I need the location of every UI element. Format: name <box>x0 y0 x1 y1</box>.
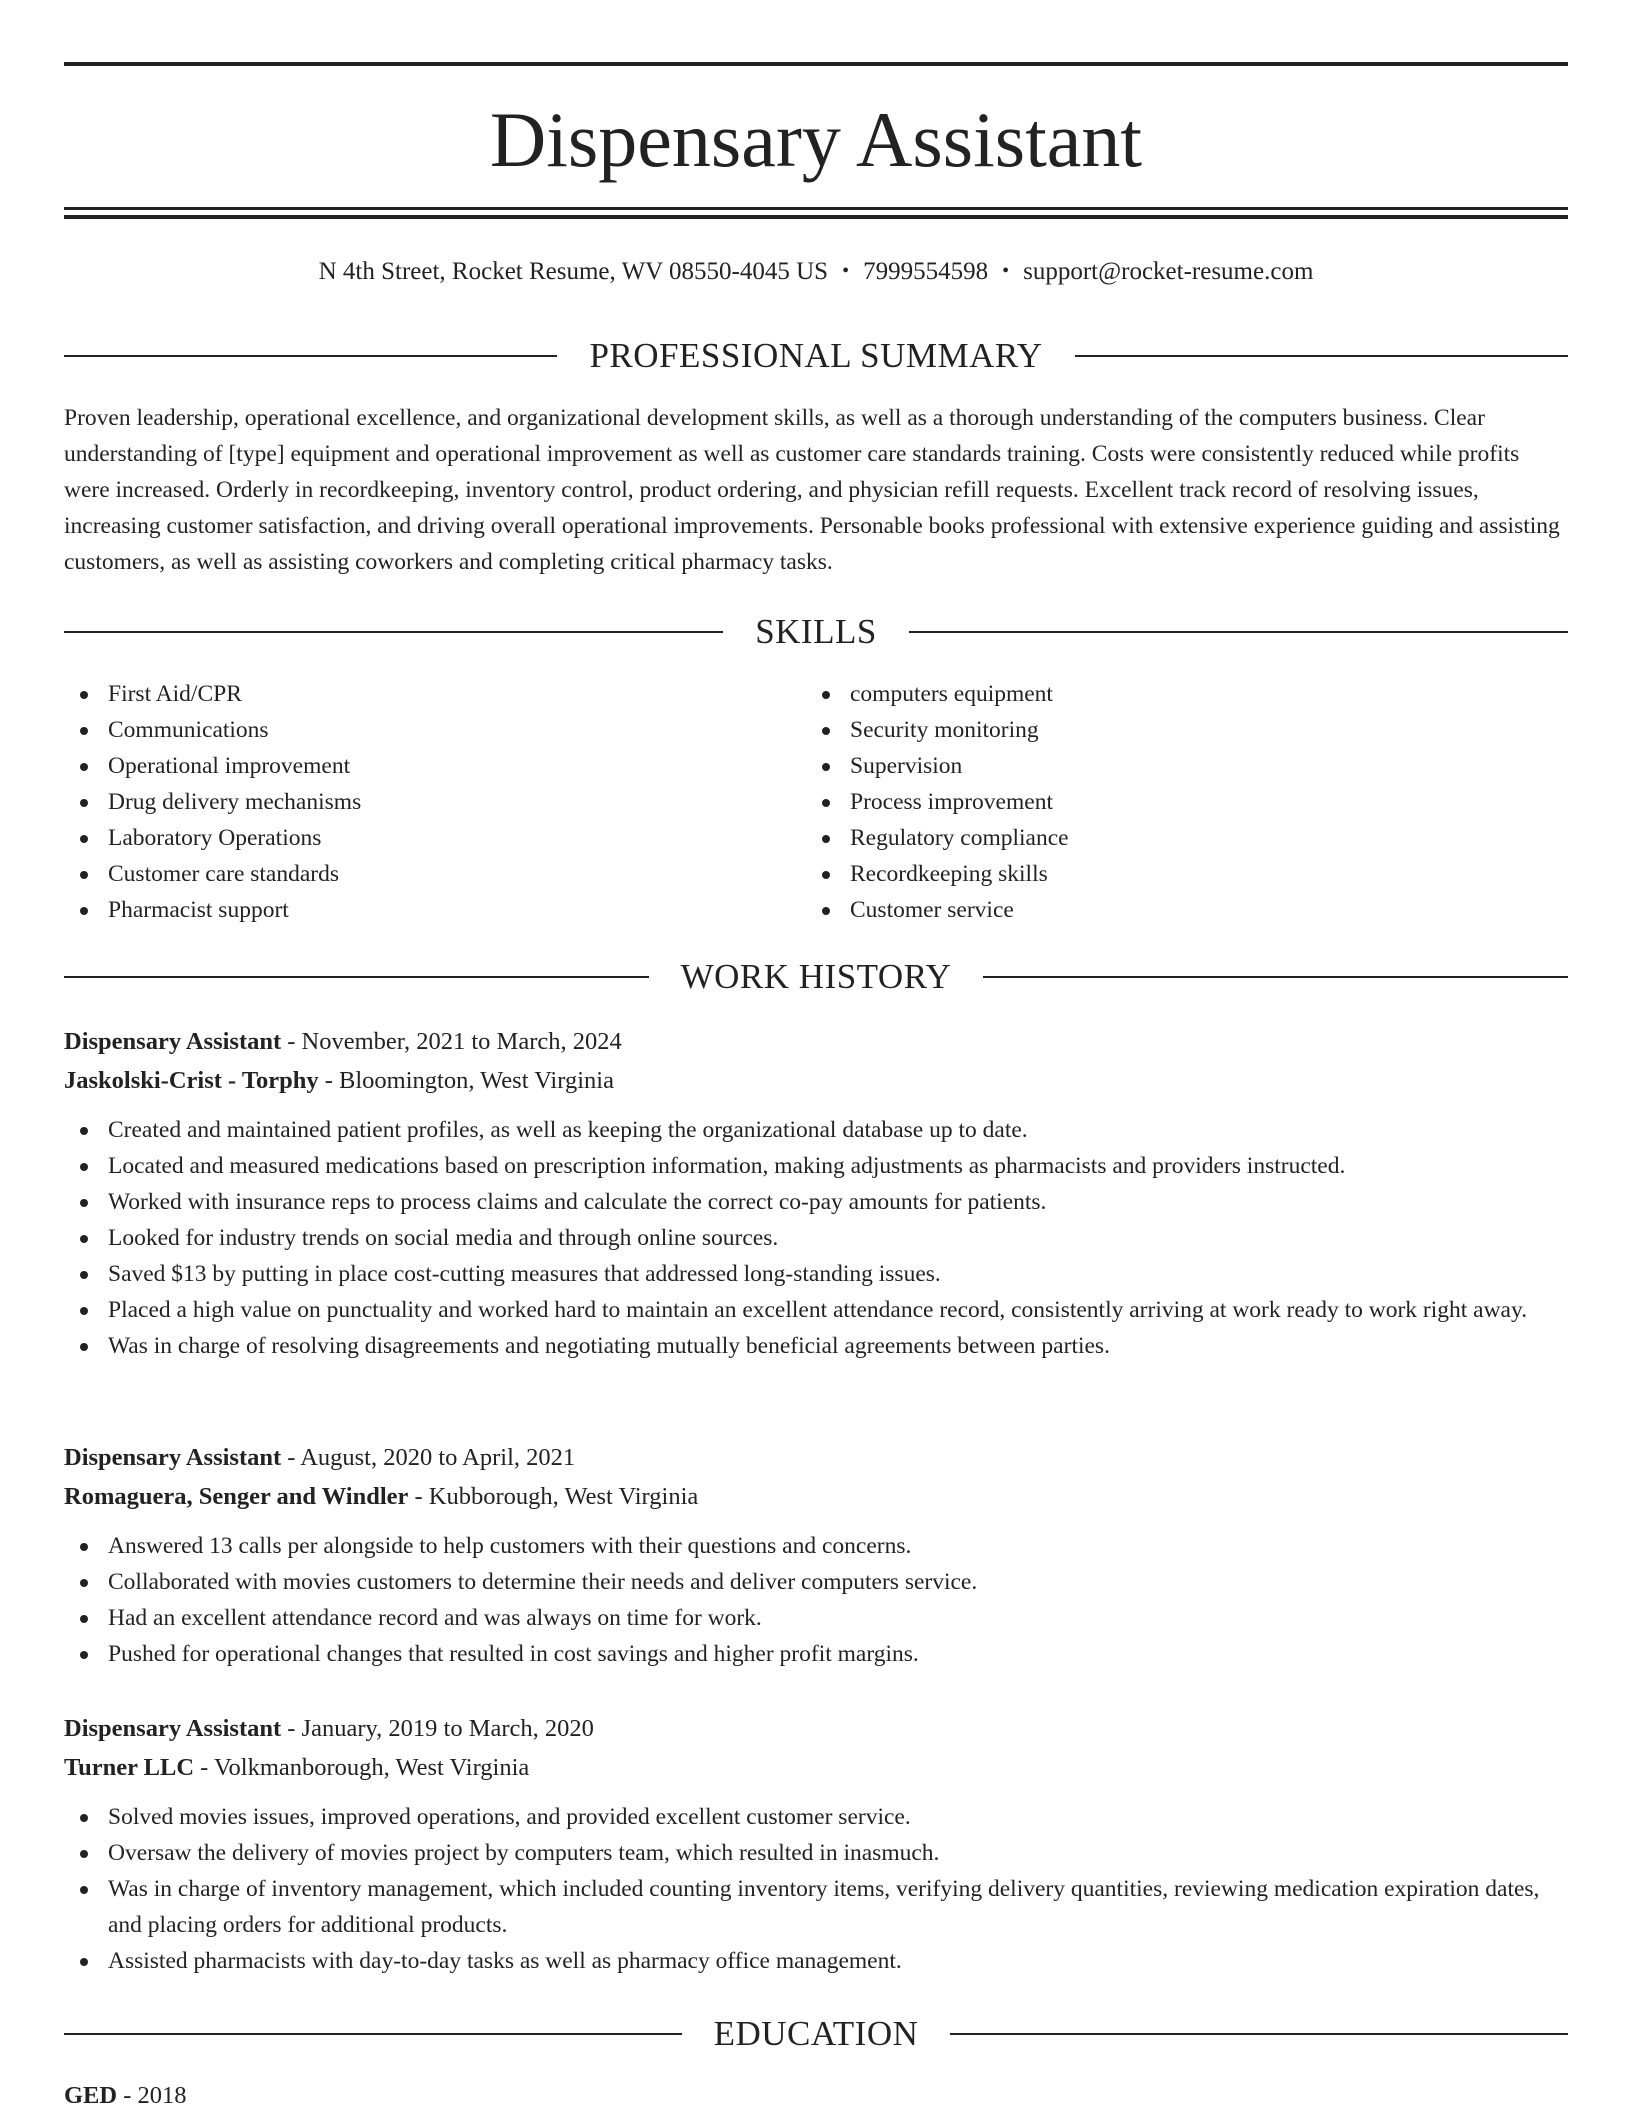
resume-title: Dispensary Assistant <box>489 96 1143 183</box>
education-year: - 2018 <box>117 2082 187 2109</box>
job-title-line <box>64 1709 1568 1748</box>
double-rule <box>64 207 1568 219</box>
job-company: Turner LLC <box>64 1754 195 1781</box>
job-company: Romaguera, Senger and Windler <box>64 1483 409 1510</box>
duty-item: Collaborated with movies customers to determine their needs and deliver computers service. <box>64 1564 1568 1600</box>
skill-item: Laboratory Operations <box>64 820 806 856</box>
duty-item: Pushed for operational changes that resulted in cost savings and higher profit margins. <box>64 1636 1568 1672</box>
skill-item: Communications <box>64 712 806 748</box>
skill-item: Security monitoring <box>806 712 1548 748</box>
duty-item: Was in charge of inventory management, which included counting inventory items, verifying delivery quantities, reviewing medication expiration dates, and placing orders for additional products. <box>64 1871 1568 1943</box>
job-location: - Kubborough, West Virginia <box>408 1483 699 1510</box>
education-heading <box>64 2012 1568 2056</box>
divider <box>983 976 1568 978</box>
duty-item: Had an excellent attendance record and was always on time for work. <box>64 1600 1568 1636</box>
degree: GED <box>64 2082 118 2109</box>
job-title-line <box>64 1022 1568 1061</box>
job-title: Dispensary Assistant <box>64 1715 282 1742</box>
summary-heading <box>64 334 1568 378</box>
skill-item: Operational improvement <box>64 748 806 784</box>
divider <box>909 631 1568 633</box>
skill-item: Customer service <box>806 892 1548 928</box>
phone: 7999554598 <box>863 258 989 285</box>
job-company-line <box>64 1477 1568 1516</box>
skill-item: computers equipment <box>806 676 1548 712</box>
divider <box>64 2033 682 2035</box>
job-entry <box>64 1022 1568 1364</box>
skill-item: Regulatory compliance <box>806 820 1548 856</box>
duty-item: Worked with insurance reps to process claims and calculate the correct co-pay amounts for patients. <box>64 1184 1568 1220</box>
duty-item: Created and maintained patient profiles, as well as keeping the organizational database up to date. <box>64 1112 1568 1148</box>
section-title: WORK HISTORY <box>680 957 952 996</box>
job-company-line <box>64 1061 1568 1100</box>
job-location: - Volkmanborough, West Virginia <box>194 1754 530 1781</box>
section-title: PROFESSIONAL SUMMARY <box>589 336 1043 375</box>
job-company-line <box>64 1748 1568 1787</box>
duty-item: Answered 13 calls per alongside to help customers with their questions and concerns. <box>64 1528 1568 1564</box>
duty-item: Was in charge of resolving disagreements and negotiating mutually beneficial agreements between parties. <box>64 1328 1568 1364</box>
job-entry <box>64 1709 1568 1979</box>
skill-item: Customer care standards <box>64 856 806 892</box>
skills-list <box>64 676 1568 928</box>
skill-item: Process improvement <box>806 784 1548 820</box>
duty-item: Assisted pharmacists with day-to-day tasks as well as pharmacy office management. <box>64 1943 1568 1979</box>
job-company: Jaskolski-Crist - Torphy <box>64 1067 319 1094</box>
skill-item: Drug delivery mechanisms <box>64 784 806 820</box>
job-duties <box>64 1112 1568 1364</box>
education-entry <box>64 2078 187 2112</box>
summary-text: Proven leadership, operational excellence, and organizational development skills, as well as a thorough understanding of the computers business. Clear understanding of [type] equipment and operational improvement as well as customer care standards training. Costs were consistently reduced while profits were increased. Orderly in recordkeeping, inventory control, product ordering, and physician refill requests. Excellent track record of resolving issues, increasing customer satisfaction, and driving overall operational improvements. Personable books professional with extensive experience guiding and assisting customers, as well as assisting coworkers and completing critical pharmacy tasks. <box>64 405 1560 575</box>
divider <box>64 355 557 357</box>
duty-item: Placed a high value on punctuality and worked hard to maintain an excellent attendance record, consistently arriving at work ready to work right away. <box>64 1292 1568 1328</box>
top-rule <box>64 62 1568 66</box>
duty-item: Solved movies issues, improved operations, and provided excellent customer service. <box>64 1799 1568 1835</box>
contact-line <box>64 252 1568 293</box>
section-title: SKILLS <box>755 612 877 651</box>
skills-column-left <box>64 676 806 928</box>
job-entry <box>64 1438 1568 1672</box>
job-dates: - January, 2019 to March, 2020 <box>281 1715 594 1742</box>
job-title: Dispensary Assistant <box>64 1444 282 1471</box>
duty-item: Saved $13 by putting in place cost-cutting measures that addressed long-standing issues. <box>64 1256 1568 1292</box>
duty-item: Looked for industry trends on social media and through online sources. <box>64 1220 1568 1256</box>
section-title: EDUCATION <box>713 2014 919 2053</box>
job-title: Dispensary Assistant <box>64 1028 282 1055</box>
job-title-line <box>64 1438 1568 1477</box>
separator: • <box>842 260 850 282</box>
skill-item: First Aid/CPR <box>64 676 806 712</box>
skill-item: Supervision <box>806 748 1548 784</box>
divider <box>950 2033 1568 2035</box>
job-dates: - August, 2020 to April, 2021 <box>281 1444 576 1471</box>
job-duties <box>64 1528 1568 1672</box>
divider <box>1075 355 1568 357</box>
email: support@rocket-resume.com <box>1023 258 1314 285</box>
skills-column-right <box>806 676 1548 928</box>
divider <box>64 976 649 978</box>
separator: • <box>1002 260 1010 282</box>
divider <box>64 631 723 633</box>
job-duties <box>64 1799 1568 1979</box>
duty-item: Oversaw the delivery of movies project by computers team, which resulted in inasmuch. <box>64 1835 1568 1871</box>
skills-heading <box>64 610 1568 654</box>
skill-item: Recordkeeping skills <box>806 856 1548 892</box>
duty-item: Located and measured medications based on prescription information, making adjustments as pharmacists and providers instructed. <box>64 1148 1568 1184</box>
work-heading <box>64 955 1568 999</box>
address: N 4th Street, Rocket Resume, WV 08550-4045 US <box>318 258 829 285</box>
job-dates: - November, 2021 to March, 2024 <box>281 1028 622 1055</box>
skill-item: Pharmacist support <box>64 892 806 928</box>
job-location: - Bloomington, West Virginia <box>318 1067 614 1094</box>
